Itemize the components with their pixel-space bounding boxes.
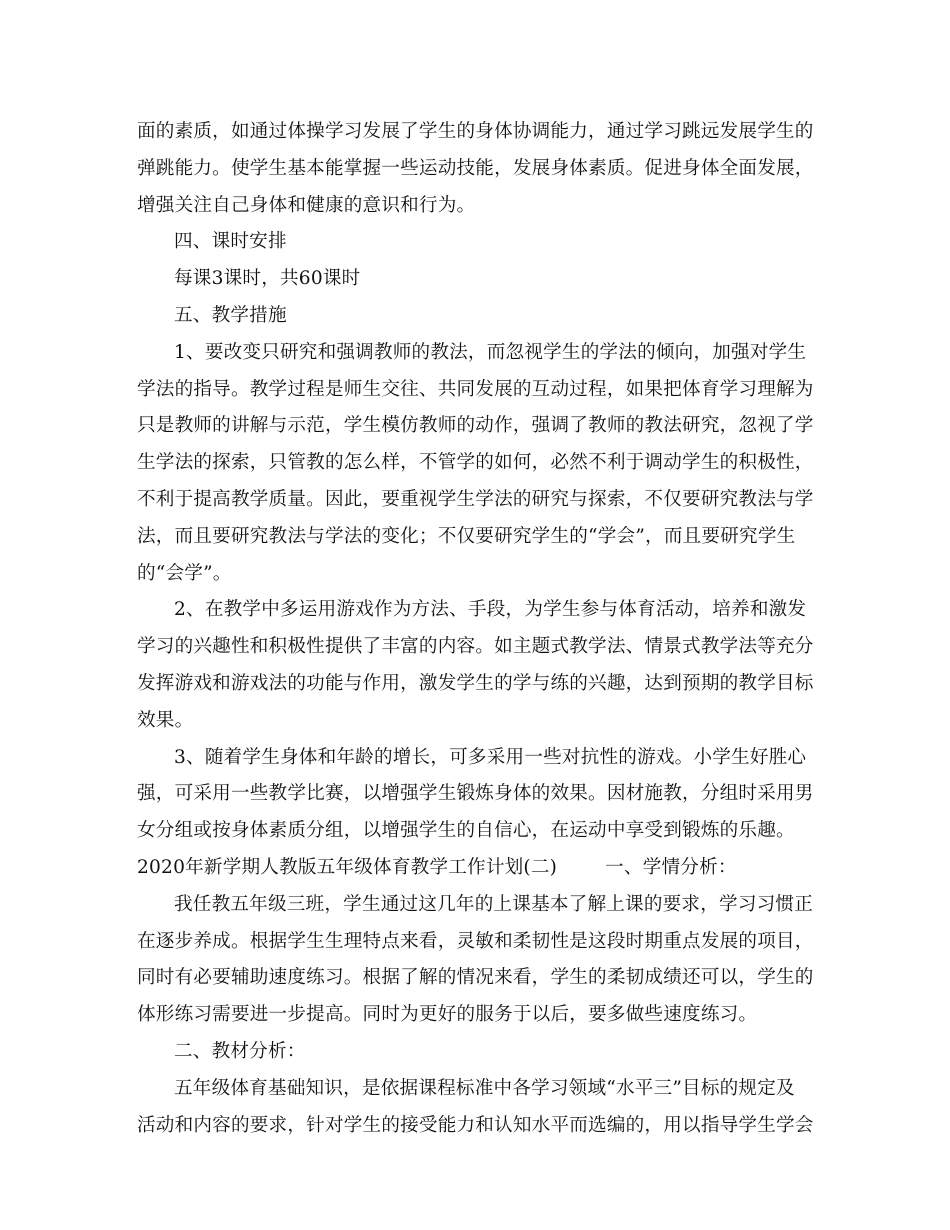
document-body [137, 114, 817, 1144]
paragraph-line: 每课3课时，共60课时 [174, 268, 361, 290]
paragraph-line: 发挥游戏和游戏法的功能与作用，激发学生的学与练的兴趣，达到预期的教学目标 [137, 672, 814, 694]
paragraph-line: 我任教五年级三班，学生通过这几年的上课基本了解上课的要求，学习习惯正 [174, 893, 813, 915]
paragraph-line: 不利于提高教学质量。因此，要重视学生学法的研究与探索，不仅要研究教法与学 [137, 488, 814, 510]
paragraph-line: 在逐步养成。根据学生生理特点来看，灵敏和柔韧性是这段时期重点发展的项目， [137, 930, 814, 952]
section-heading: 一、学情分析： [605, 856, 737, 878]
paragraph-line: 活动和内容的要求，针对学生的接受能力和认知水平而选编的，用以指导学生学会 [137, 1114, 814, 1136]
paragraph-line: 弹跳能力。使学生基本能掌握一些运动技能，发展身体素质。促进身体全面发展， [137, 157, 814, 179]
document-title: 2020年新学期人教版五年级体育教学工作计划(二) [137, 856, 558, 878]
paragraph-line: 女分组或按身体素质分组，以增强学生的自信心，在运动中享受到锻炼的乐趣。 [137, 820, 795, 842]
paragraph-line: 3、随着学生身体和年龄的增长，可多采用一些对抗性的游戏。小学生好胜心 [174, 746, 807, 768]
section-heading: 五、教学措施 [174, 304, 287, 326]
paragraph-line: 面的素质，如通过体操学习发展了学生的身体协调能力，通过学习跳远发展学生的 [137, 121, 814, 142]
paragraph-line: 2、在教学中多运用游戏作为方法、手段，为学生参与体育活动，培养和激发 [174, 599, 807, 621]
section-heading: 四、课时安排 [174, 231, 287, 253]
paragraph-line: 学习的兴趣性和积极性提供了丰富的内容。如主题式教学法、情景式教学法等充分 [137, 636, 814, 658]
paragraph-line: 只是教师的讲解与示范，学生模仿教师的动作，强调了教师的教法研究，忽视了学 [137, 415, 814, 437]
paragraph-line: 增强关注自己身体和健康的意识和行为。 [137, 194, 476, 216]
paragraph-line: 强，可采用一些教学比赛，以增强学生锻炼身体的效果。因材施教，分组时采用男 [137, 783, 814, 805]
paragraph-line: 生学法的探索，只管教的怎么样，不管学的如何，必然不利于调动学生的积极性， [137, 452, 814, 474]
paragraph-line: 1、要改变只研究和强调教师的教法，而忽视学生的学法的倾向，加强对学生 [174, 341, 807, 363]
paragraph-line: 的“会学”。 [137, 562, 232, 584]
paragraph-line: 五年级体育基础知识，是依据课程标准中各学习领域“水平三”目标的规定及 [174, 1077, 795, 1099]
paragraph-line: 体形练习需要进一步提高。同时为更好的服务于以后，要多做些速度练习。 [137, 1004, 758, 1026]
document-title-line [137, 850, 817, 887]
paragraph-line: 效果。 [137, 709, 194, 731]
section-heading: 二、教材分析： [174, 1040, 306, 1062]
paragraph-line: 学法的指导。教学过程是师生交往、共同发展的互动过程，如果把体育学习理解为 [137, 378, 814, 400]
paragraph-line: 法，而且要研究教法与学法的变化；不仅要研究学生的“学会”，而且要研究学生 [137, 525, 796, 547]
paragraph-line: 同时有必要辅助速度练习。根据了解的情况来看，学生的柔韧成绩还可以，学生的 [137, 967, 814, 989]
